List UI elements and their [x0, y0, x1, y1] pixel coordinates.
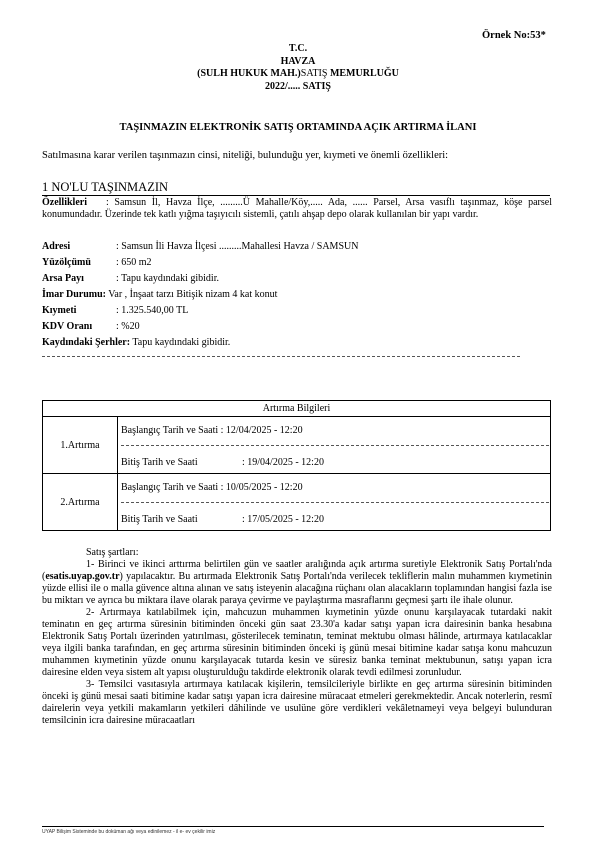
conditions-title: Satış şartları:: [86, 547, 139, 558]
sample-number: Örnek No:53*: [482, 30, 546, 41]
condition-3: 3- Temsilci vasıtasıyla artırmaya katılacak kişilerin, temsilcileriyle birlikte en geç artırma süresinin bitiminden önceki iş günü mesai saati bitimine kadar satışı yapan icra dairesine müracaat etmeleri gerekmektedir. Ancak noterlerin, resmî dairelerin veya yetkili makamların yetkileri dâhilinde ve usulüne göre verdikleri vekâletnameyi veya belgeyi bulunduran temsilcinin icra dairesine müracaatları: [42, 679, 552, 726]
dashed-separator: [42, 356, 520, 357]
value-row: [42, 305, 188, 317]
header-office: [0, 68, 596, 80]
auction-1-end-label: Bitiş Tarih ve Saati: [121, 457, 198, 468]
vat-row: [42, 321, 140, 333]
annotations-value: Tapu kaydındaki gibidir.: [130, 337, 231, 348]
section-underline: [42, 195, 550, 196]
intro-text: Satılmasına karar verilen taşınmazın cinsi, niteliği, bulunduğu yer, kıymeti ve önemli özellikleri:: [42, 150, 449, 161]
footer-divider: [42, 826, 544, 827]
auction-2-end: [121, 514, 324, 525]
address-label: Adresi: [42, 241, 71, 252]
auction-2-name: 2.Artırma: [43, 474, 118, 531]
header-city: HAVZA: [280, 56, 316, 67]
auction-2-separator: [121, 502, 549, 503]
share-value: : Tapu kaydındaki gibidir.: [116, 273, 219, 284]
auction-row-2: [43, 474, 551, 531]
annotations-row: [42, 337, 230, 349]
auction-1-end: [121, 457, 324, 468]
auction-2-dates: [118, 474, 551, 531]
condition-1: [42, 559, 552, 607]
auction-1-separator: [121, 445, 549, 446]
property-features: [42, 197, 552, 221]
condition-2: 2- Artırmaya katılabilmek için, mahcuzun muhammen kıymetinin yüzde onunu karşılayacak tutardaki nakit teminatın en geç artırma süresinin bitiminden önceki gün saat 23.30'a kadar satışı yapan icra dairesinin banka hesabına Elektronik Satış Portalı üzerinden yatırılması, gösterilecek teminatın, teminat mektubu olması hâlinde, artırmaya katılacaklar veya ilgili banka tarafından, en geç artırma süresinin bitiminden önceki iş günü mesai bitimine kadar satışa konu mahcuzun muhammen kıymetinin yüzde onunu karşılayacak tutarda kesin ve süresiz banka teminat mektubunun, satışı yapan icra dairesine elden veya sistem alt yapısı oluşturulduğu takdirde elektronik olarak tevdi edilmesi zorunludur.: [42, 607, 552, 678]
auction-1-dates: [118, 417, 551, 474]
condition-1-text-a: 1- Birinci ve ikinci arttırma belirtilen gün ve saatler aralığında açık artırma suretiyle Elektronik Satış Portalı'nda (: [42, 559, 552, 582]
area-value: : 650 m2: [116, 257, 152, 268]
footer-text: UYAP Bilişim Sisteminde bu doküman ağı veya edinilemez - il e- ev çekilir imiz: [42, 829, 216, 835]
annotations-label: Kaydındaki Şerhler:: [42, 337, 131, 348]
auction-1-end-value: : 19/04/2025 - 12:20: [242, 457, 324, 468]
header-file-no: 2022/..... SATIŞ: [265, 81, 331, 92]
share-row: [42, 273, 219, 285]
value-label: Kıymeti: [42, 305, 77, 316]
zoning-label: İmar Durumu:: [42, 289, 106, 300]
vat-label: KDV Oranı: [42, 321, 93, 332]
header-office-sale: SATIŞ: [300, 68, 328, 79]
share-label: Arsa Payı: [42, 273, 84, 284]
auction-1-name: 1.Artırma: [43, 417, 118, 474]
area-row: [42, 257, 152, 269]
address-row: [42, 241, 358, 253]
esatis-link[interactable]: esatis.uyap.gov.tr: [45, 571, 120, 582]
header-office-directorate: MEMURLUĞU: [327, 68, 399, 79]
vat-value: : %20: [116, 321, 140, 332]
auction-table: [42, 400, 551, 531]
zoning-value: Var , İnşaat tarzı Bitişik nizam 4 kat konut: [105, 289, 278, 300]
header-office-court: (SULH HUKUK MAH.): [197, 68, 301, 79]
value-value: : 1.325.540,00 TL: [116, 305, 189, 316]
auction-2-start: Başlangıç Tarih ve Saati : 10/05/2025 - 12:20: [121, 482, 303, 493]
section-title: 1 NO'LU TAŞINMAZIN: [42, 180, 169, 194]
address-value: : Samsun İli Havza İlçesi .........Mahallesi Havza / SAMSUN: [116, 241, 359, 252]
features-label: Özellikleri: [42, 197, 87, 208]
sale-conditions: [42, 547, 552, 727]
auction-row-1: [43, 417, 551, 474]
announcement-title: TAŞINMAZIN ELEKTRONİK SATIŞ ORTAMINDA AÇIK ARTIRMA İLANI: [119, 122, 477, 133]
auction-1-start: Başlangıç Tarih ve Saati : 12/04/2025 - 12:20: [121, 425, 303, 436]
header-tc: T.C.: [288, 43, 308, 54]
features-value: : Samsun İl, Havza İlçe, .........Ü Mahalle/Köy,..... Ada, ...... Parsel, Arsa vasıflı taşınmaz, köşe parsel konumundadır. Üzerinde tek katlı yığma taşıyıcılı sistemli, çatılı ahşap depo olarak kullanılan bir yapı vardır.: [42, 197, 552, 220]
condition-1-text-b: ) yapılacaktır. Bu artırmada Elektronik Satış Portalı'nda verilecek tekliflerin malın muhammen kıymetinin yüzde ellisi ile o malla güvence altına alınan ve satış isteyenin alacağına rüçhanı olan alacakların toplamından hangisi fazla ise bu miktarı ve ayrıca bu miktara ilave olarak paraya çevirme ve paylaştırma masraflarını geçmesi şartı ile ihale olunur.: [42, 571, 552, 606]
zoning-row: [42, 289, 277, 301]
area-label: Yüzölçümü: [42, 257, 91, 268]
auction-2-end-label: Bitiş Tarih ve Saati: [121, 514, 198, 525]
auction-2-end-value: : 17/05/2025 - 12:20: [242, 514, 324, 525]
auction-table-heading: Artırma Bilgileri: [43, 401, 551, 417]
